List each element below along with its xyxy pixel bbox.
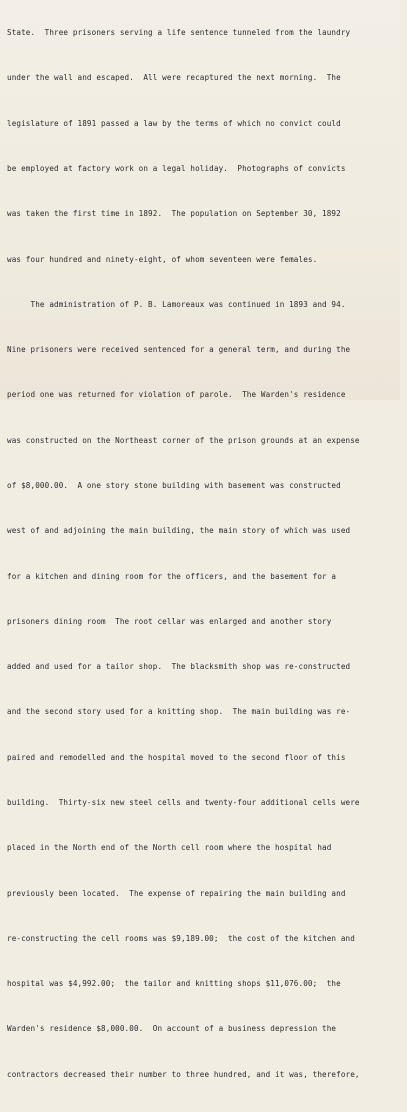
text-line: west of and adjoining the main building, the main story of which was used (7, 526, 351, 536)
typed-text-body (7, 0, 407, 1112)
text-line: Nine prisoners were received sentenced for a general term, and during the (7, 345, 351, 355)
text-line: previously been located. The expense of repairing the main building and (7, 888, 346, 898)
text-line: State. Three prisoners serving a life sentence tunneled from the laundry (7, 28, 351, 38)
text-line: period one was returned for violation of parole. The Warden's residence (7, 390, 346, 400)
text-line: The administration of P. B. Lamoreaux was continued in 1893 and 94. (7, 299, 346, 309)
text-line: was constructed on the Northeast corner of the prison grounds at an expense (7, 435, 360, 445)
text-line: building. Thirty-six new steel cells and twenty-four additional cells were (7, 797, 360, 807)
text-line: re-constructing the cell rooms was $9,189.00; the cost of the kitchen and (7, 933, 355, 943)
text-line: hospital was $4,992.00; the tailor and knitting shops $11,076.00; the (7, 979, 341, 989)
text-line: added and used for a tailor shop. The blacksmith shop was re-constructed (7, 662, 351, 672)
text-line: for a kitchen and dining room for the officers, and the basement for a (7, 571, 337, 581)
text-line: under the wall and escaped. All were recaptured the next morning. The (7, 73, 341, 83)
text-line: and the second story used for a knitting shop. The main building was re- (7, 707, 351, 717)
text-line: of $8,000.00. A one story stone building with basement was constructed (7, 481, 341, 490)
text-line: prisoners dining room The root cellar was enlarged and another story (7, 616, 332, 626)
text-line: was four hundred and ninety-eight, of whom seventeen were females. (7, 254, 318, 264)
text-line: paired and remodelled and the hospital moved to the second floor of this (7, 752, 346, 762)
text-line: Warden's residence $8,000.00. On account of a business depression the (7, 1024, 337, 1034)
text-line: legislature of 1891 passed a law by the terms of which no convict could (7, 118, 341, 128)
text-line: was taken the first time in 1892. The population on September 30, 1892 (7, 209, 341, 219)
text-line: contractors decreased their number to three hundred, and it was, therefore, (7, 1069, 360, 1079)
text-line: be employed at factory work on a legal holiday. Photographs of convicts (7, 164, 346, 174)
text-line: placed in the North end of the North cell room where the hospital had (7, 843, 332, 853)
